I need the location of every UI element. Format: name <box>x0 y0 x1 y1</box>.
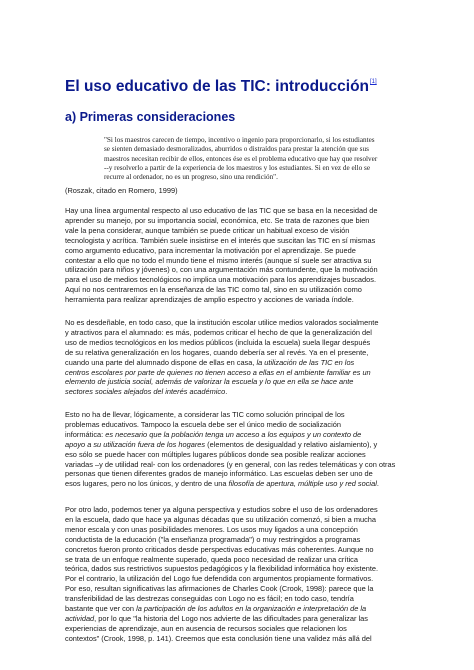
text-run: Por otro lado, podemos tener ya alguna perspectiva y estudios sobre el uso de los ordenadores <box>65 505 378 514</box>
body-paragraph-1 <box>65 206 425 305</box>
text-run: aprender su manejo, por su importancia social, económica, etc. Se trata de razones que bien <box>65 215 370 225</box>
paragraph-line <box>65 525 425 535</box>
paragraph-line <box>65 387 425 397</box>
paragraph-line <box>65 574 425 584</box>
paragraph-line <box>65 440 425 450</box>
text-run: . <box>376 479 379 489</box>
text-run: informática: <box>65 429 106 439</box>
paragraph-line <box>65 604 425 614</box>
paragraph-line <box>65 348 425 358</box>
text-run: personas que tienen diferentes grados de manejo informático. Las escuelas deben ser uno de <box>65 469 373 479</box>
paragraph-line <box>65 256 425 266</box>
paragraph-line <box>65 318 425 328</box>
text-run: herramienta para realizar aprendizajes de amplio espectro y acciones de variada índole. <box>65 295 354 305</box>
text-run: de su relativa generalización en los hogares, cuando debería ser al revés. Ya en el presente, <box>65 347 369 357</box>
text-run: teórica, dados sus restrictivos supuestos pedagógicos y la flexibilidad informática hoy existente. <box>65 564 379 574</box>
paragraph-line <box>65 594 425 604</box>
text-run: experiencias de aprendizaje, aun en ausencia de recursos sociales que relacionen los <box>65 623 347 633</box>
paragraph-line <box>65 505 425 515</box>
text-run: problemas educativos. Tampoco la escuela debe ser el único medio de socialización <box>65 419 341 429</box>
text-run: transferibilidad de las destrezas conseguidas con Logo no es fácil; en todo caso, tendría <box>65 594 354 604</box>
text-run: (elementos de desigualdad y relativo aislamiento), y <box>205 439 378 449</box>
text-run: uso de medios tecnológicos en los medios públicos (incluida la escuela) suela llegar después <box>65 337 371 347</box>
quote-line: --y resolverlo a partir de la experiencia de los maestros y los estudiantes. Si en vez de ello se <box>104 163 371 172</box>
paragraph-line <box>65 634 425 644</box>
text-run: y atractivos para el alumnado: es más, podemos criticar el hecho de que la generalización del <box>65 327 372 337</box>
text-run: tecnologista y acrítica. También suele insistirse en el interés que suscitan las TIC en sí mismas <box>65 235 376 245</box>
emphasis-text: la utilización de las TIC en los <box>256 357 355 367</box>
paragraph-line <box>65 295 425 305</box>
quote-line: maestros necesitan recibir de ellos, entonces ése es el problema educativo que hay que resolver <box>104 154 378 163</box>
paragraph-line <box>65 535 425 545</box>
text-run: cuando una parte del alumnado dispone de ellas en casa, <box>65 357 257 367</box>
paragraph-line <box>65 206 425 216</box>
paragraph-line <box>65 265 425 275</box>
text-run: , por lo que "la historia del Logo nos advierte de las dificultades para generalizar las <box>94 613 368 623</box>
text-run: No es desdeñable, en todo caso, que la institución escolar utilice medios valorados socialmente <box>65 318 379 327</box>
text-run: para el uso de medios tecnológicos no implica una motivación para los aprendizajes buscados. <box>65 275 376 285</box>
page-title <box>65 78 377 96</box>
paragraph-line <box>65 377 425 387</box>
paragraph-line <box>65 216 425 226</box>
quote-line: se sienten demasiado desmoralizados, aburridos o distraídos para prestar la atención que sus <box>104 145 369 154</box>
emphasis-text: es necesario que la población tenga un acceso a los equipos y un contexto de <box>105 429 362 439</box>
text-run: utilización para niños y jóvenes) o, con una argumentación más contundente, que la motivación <box>65 265 378 275</box>
paragraph-line <box>65 555 425 565</box>
text-run: eso sólo se puede hacer con múltiples lugares públicos donde sea posible realizar acciones <box>65 449 366 459</box>
text-run: Por eso, resultan significativas las afirmaciones de Charles Cook (Crook, 1998): parece que la <box>65 584 374 594</box>
emphasis-text: actividad <box>65 613 95 623</box>
emphasis-text: la participación de los adultos en la organización e interpretación de la <box>136 604 367 614</box>
paragraph-line <box>65 430 425 440</box>
paragraph-line <box>65 545 425 555</box>
text-run: contextos" (Crook, 1998, p. 141). Creemos que esta conclusión tiene una validez más allá del <box>65 633 372 643</box>
quote-line: recurre al ordenador, no es un progreso, sino una rendición". <box>104 173 278 182</box>
paragraph-line <box>65 469 425 479</box>
text-run: menor escala y con unas posibilidades menores. Los usos muy ligados a una concepción <box>65 524 358 534</box>
paragraph-line <box>65 246 425 256</box>
quote-citation: (Roszak, citado en Romero, 1999) <box>65 186 178 195</box>
paragraph-line <box>65 450 425 460</box>
text-run: Hay una línea argumental respecto al uso educativo de las TIC que se basa en la necesidad de <box>65 206 378 215</box>
paragraph-line <box>65 338 425 348</box>
body-paragraph-2 <box>65 318 425 397</box>
emphasis-text: centros escolares por parte de quienes no tienen acceso a ellas en el ambiente familiar es un <box>65 367 371 377</box>
text-run: contestar a ello que no todo el mundo tiene el mismo interés (aunque sí suele ser atractiva su <box>65 255 372 265</box>
epigraph-quote <box>104 136 404 182</box>
paragraph-line <box>65 614 425 624</box>
paragraph-line <box>65 479 425 489</box>
paragraph-line <box>65 584 425 594</box>
paragraph-line <box>65 358 425 368</box>
paragraph-line <box>65 420 425 430</box>
paragraph-line <box>65 226 425 236</box>
text-run: Esto no ha de llevar, lógicamente, a considerar las TIC como solución principal de los <box>65 410 345 419</box>
text-run: Aquí no nos centraremos en la enseñanza de las TIC como tal, sino en su utilización como <box>65 285 362 295</box>
body-paragraph-3 <box>65 410 425 489</box>
text-run: vale la pena considerar, aunque también se puede criticar un habitual exceso de visión <box>65 225 350 235</box>
quote-line: "Si los maestros carecen de tiempo, incentivo o ingenio para proporcionarlo, si los estudiantes <box>104 136 375 144</box>
emphasis-text: filosofía de apertura, múltiple uso y red social <box>228 479 377 489</box>
title-text: El uso educativo de las TIC: introducción <box>65 78 370 95</box>
text-run: en la escuela, dado que hace ya algunas décadas que su utilización comenzó, si bien a mucha <box>65 514 377 524</box>
section-heading: a) Primeras consideraciones <box>65 110 236 124</box>
text-run: como argumento educativo, para incrementar la motivación por el aprendizaje. Se puede <box>65 245 356 255</box>
emphasis-text: elemento de justicia social, además de valorizar la escuela y lo que en ella se hace ante <box>65 377 354 387</box>
paragraph-line <box>65 624 425 634</box>
emphasis-text: sectores sociales alejados del interés académico <box>65 387 226 397</box>
text-run: conductista de la educación ("la enseñanza programada") o muy restringidos a programas <box>65 534 361 544</box>
paragraph-line <box>65 328 425 338</box>
text-run: bastante que ver con <box>65 604 137 614</box>
text-run: concretos fueron pronto criticados desde perspectivas educativas más coherentes. Aunque no <box>65 544 374 554</box>
paragraph-line <box>65 515 425 525</box>
text-run: . <box>225 387 228 397</box>
text-run: Por el contrario, la utilización del Logo fue defendida con argumentos propiamente formativos. <box>65 574 374 584</box>
body-paragraph-4 <box>65 505 425 644</box>
text-run: se trata de un enfoque realmente superado, queda poco necesidad de realizar una crítica <box>65 554 358 564</box>
paragraph-line <box>65 285 425 295</box>
paragraph-line <box>65 275 425 285</box>
paragraph-line <box>65 236 425 246</box>
paragraph-line <box>65 368 425 378</box>
text-run: esos lugares, pero no los únicos, y dentro de una <box>65 479 229 489</box>
footnote-link[interactable]: [1] <box>370 79 377 85</box>
paragraph-line <box>65 410 425 420</box>
paragraph-line <box>65 564 425 574</box>
text-run: variadas –y de utilidad real- con los ordenadores (y en general, con las redes telemáticas y con otras <box>65 459 396 469</box>
paragraph-line <box>65 460 425 470</box>
emphasis-text: apoyo a su utilización fuera de los hogares <box>65 439 206 449</box>
